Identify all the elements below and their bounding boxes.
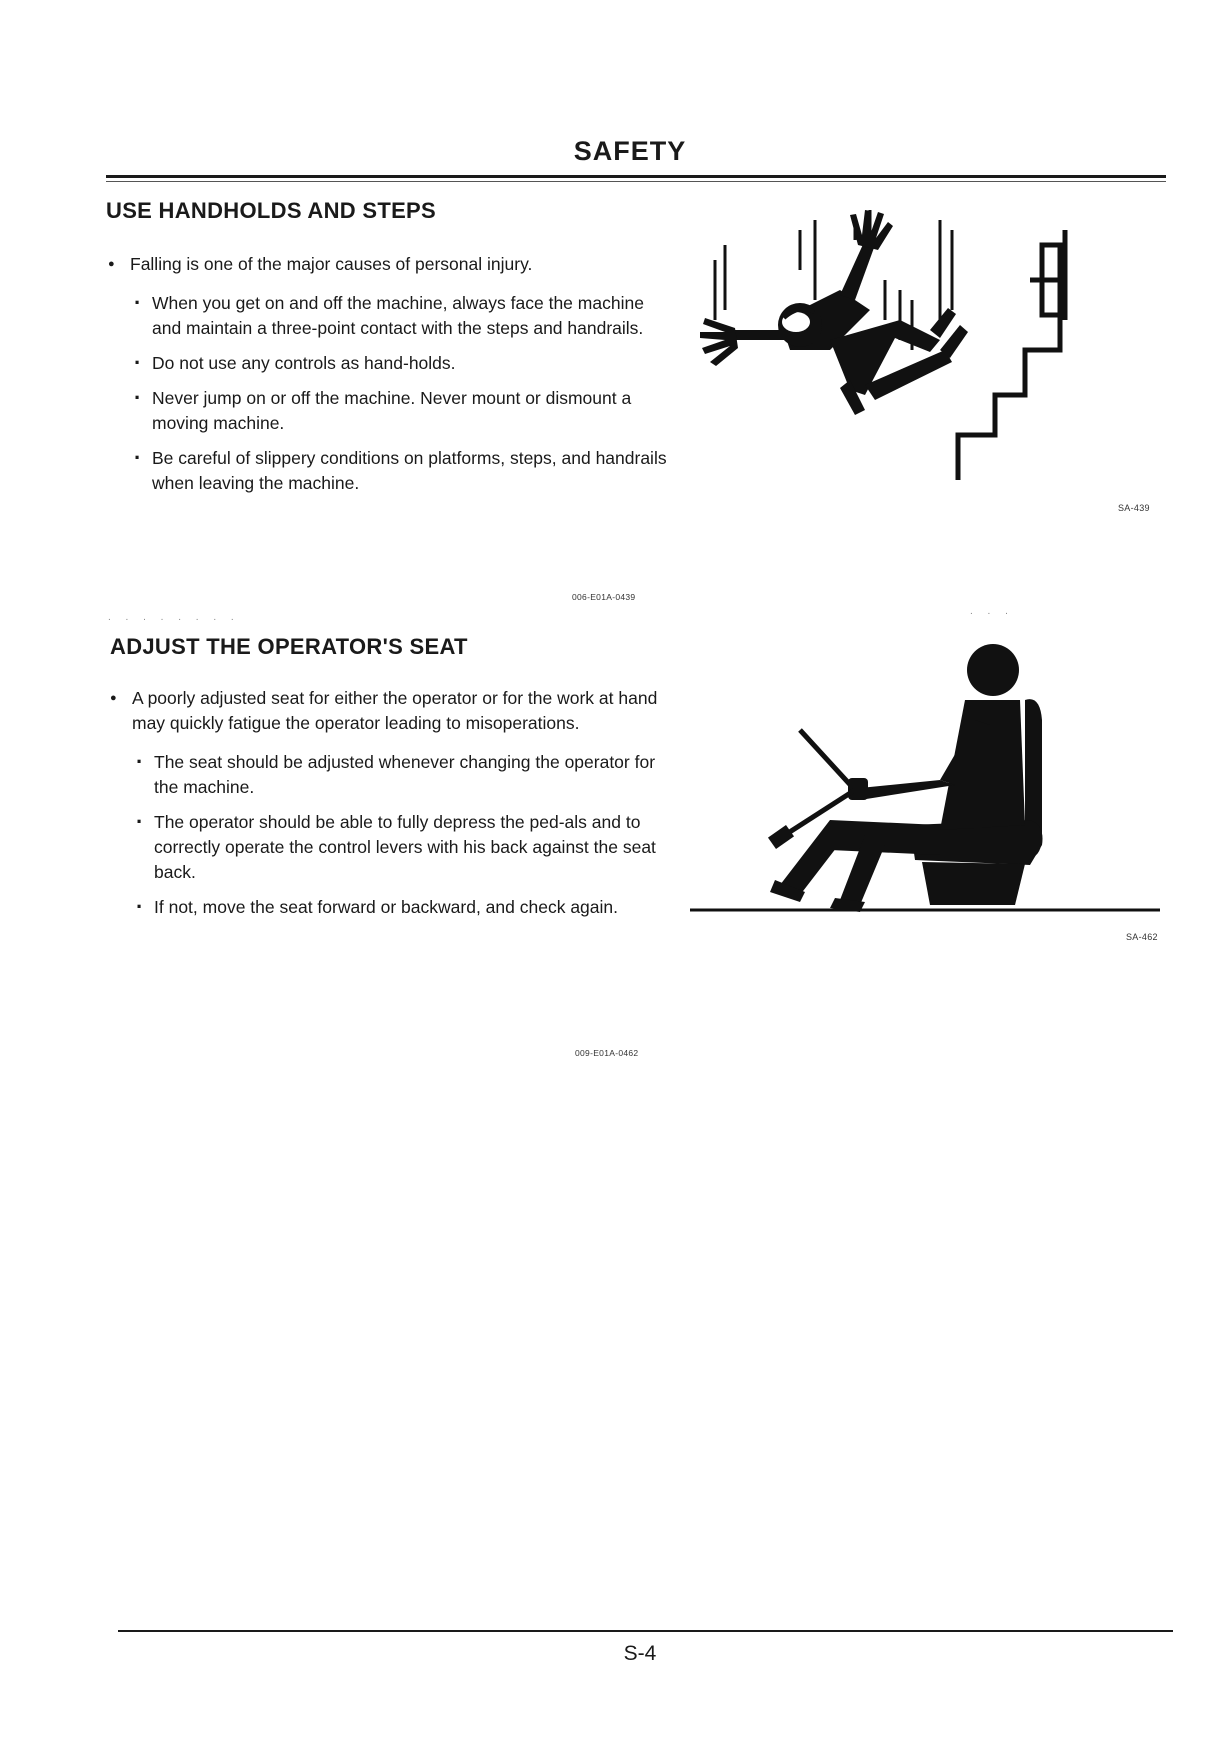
reference-code: 009-E01A-0462 — [575, 1048, 639, 1058]
section-heading-handholds: USE HANDHOLDS AND STEPS — [106, 198, 437, 223]
sub-list — [108, 291, 668, 496]
seated-operator-icon — [690, 630, 1160, 920]
page-title: SAFETY — [573, 136, 687, 166]
main-bullet: ● A poorly adjusted seat for either the operator or for the work at hand may quickly fatigue the operator leading to misoperations. — [110, 686, 670, 736]
scan-artifact: . . . . . . . . — [108, 612, 240, 623]
section-heading-operator-seat: ADJUST THE OPERATOR'S SEAT — [110, 634, 468, 659]
falling-person-icon — [690, 200, 1160, 480]
header-rule-thin — [106, 181, 1166, 182]
sub-item: · Be careful of slippery conditions on platforms, steps, and handrails when leaving the machine. — [108, 446, 668, 496]
sub-item: · If not, move the seat forward or backward, and check again. — [110, 895, 670, 920]
section-body-handholds — [108, 252, 668, 506]
figure-code: SA-439 — [1118, 503, 1150, 513]
page-number: S-4 — [623, 1642, 657, 1665]
sub-item: · Never jump on or off the machine. Never mount or dismount a moving machine. — [108, 386, 668, 436]
sub-item: · The operator should be able to fully depress the ped-als and to correctly operate the control levers with his back against the seat back. — [110, 810, 670, 885]
reference-code: 006-E01A-0439 — [572, 592, 636, 602]
sub-item: · The seat should be adjusted whenever changing the operator for the machine. — [110, 750, 670, 800]
header-rule — [106, 175, 1166, 178]
scan-artifact: . . . — [970, 606, 1014, 617]
section-body-operator-seat — [110, 686, 670, 930]
sub-list — [110, 750, 670, 920]
footer-rule — [118, 1630, 1173, 1632]
main-bullet: ● Falling is one of the major causes of personal injury. — [108, 252, 668, 277]
figure-code: SA-462 — [1126, 932, 1158, 942]
sub-item: · When you get on and off the machine, always face the machine and maintain a three-point contact with the steps and handrails. — [108, 291, 668, 341]
sub-item: · Do not use any controls as hand-holds. — [108, 351, 668, 376]
